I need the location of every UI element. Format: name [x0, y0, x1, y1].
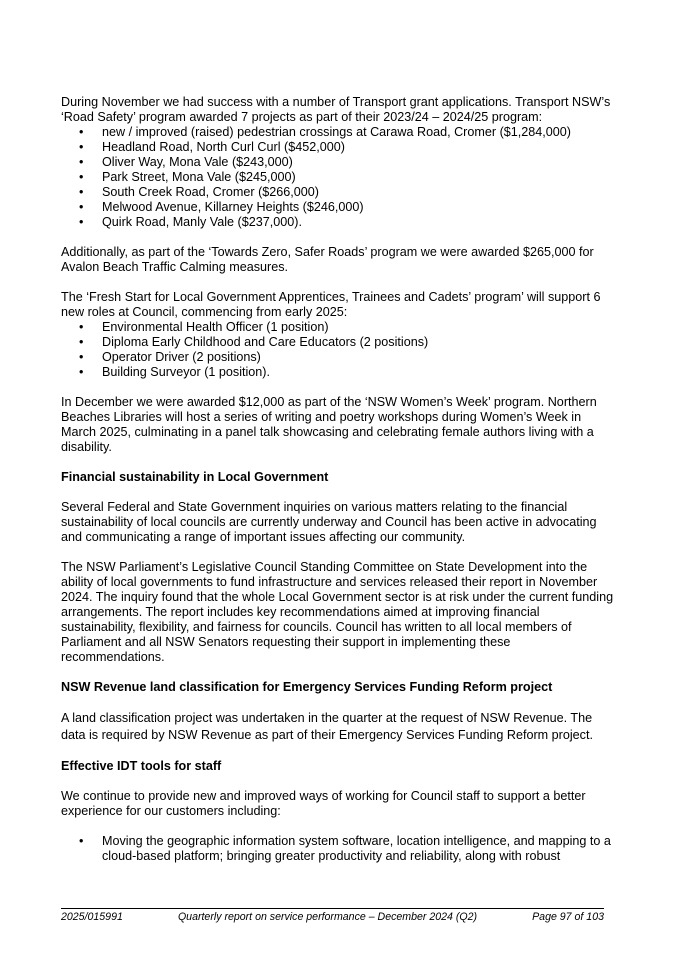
financial-paragraph-2: The NSW Parliament’s Legislative Council Standing Committee on State Development into the ability of local governments to fund infrastructure and services released their report in November 2024. The inquiry found that the whole Local Government sector is at risk under the current funding arrangements. The report includes key recommendations aimed at improving financial sustainability, flexibility, and fairness for councils. Council has written to all local members of Parliament and all NSW Senators requesting their support in implementing these recommendations. — [61, 560, 614, 664]
towards-zero-paragraph: Additionally, as part of the ‘Towards Zero, Safer Roads’ program we were awarded $265,000 for Avalon Beach Traffic Calming measures. — [61, 245, 594, 274]
idt-paragraph: We continue to provide new and improved ways of working for Council staff to support a better experience for our customers including: — [61, 789, 586, 818]
document-reference: 2025/015991 — [61, 911, 123, 923]
page-content — [61, 95, 615, 864]
financial-paragraph-1: Several Federal and State Government inquiries on various matters relating to the financial sustainability of local councils are currently underway and Council has been active in advocating and communicating a range of important issues affecting our community. — [61, 500, 597, 544]
idt-list — [61, 834, 615, 864]
list-item: • Diploma Early Childhood and Care Educators (2 positions) — [61, 335, 615, 350]
fresh-start-intro: The ‘Fresh Start for Local Government Apprentices, Trainees and Cadets’ program’ will support 6 new roles at Council, commencing from early 2025: — [61, 290, 601, 319]
list-item: • South Creek Road, Cromer ($266,000) — [61, 185, 615, 200]
revenue-heading: NSW Revenue land classification for Emergency Services Funding Reform project — [61, 680, 553, 694]
idt-heading: Effective IDT tools for staff — [61, 759, 222, 773]
report-title: Quarterly report on service performance – December 2024 (Q2) — [177, 911, 478, 923]
womens-week-paragraph: In December we were awarded $12,000 as part of the ‘NSW Women’s Week’ program. Northern Beaches Libraries will host a series of writing and poetry workshops during Women’s Week in March 2025, culminating in a panel talk showcasing and celebrating female authors living with a disability. — [61, 395, 597, 454]
list-item: • Headland Road, North Curl Curl ($452,000) — [61, 140, 615, 155]
page-number: Page 97 of 103 — [532, 911, 604, 923]
list-item: • Operator Driver (2 positions) — [61, 350, 615, 365]
list-item: • Environmental Health Officer (1 position) — [61, 320, 615, 335]
list-item: • new / improved (raised) pedestrian crossings at Carawa Road, Cromer ($1,284,000) — [61, 125, 615, 140]
page-footer — [61, 908, 604, 924]
revenue-paragraph: A land classification project was undertaken in the quarter at the request of NSW Revenue. The data is required by NSW Revenue as part of their Emergency Services Funding Reform project. — [61, 711, 593, 742]
road-safety-list — [61, 125, 615, 230]
list-item: • Oliver Way, Mona Vale ($243,000) — [61, 155, 615, 170]
fresh-start-list — [61, 320, 615, 380]
list-item: • Quirk Road, Manly Vale ($237,000). — [61, 215, 615, 230]
transport-intro: During November we had success with a number of Transport grant applications. Transport NSW’s ‘Road Safety’ program awarded 7 projects as part of their 2023/24 – 2024/25 program: — [61, 95, 611, 124]
list-item: • Moving the geographic information system software, location intelligence, and mapping to a cloud-based platform; bringing greater productivity and reliability, along with robust — [61, 834, 615, 864]
list-item: • Park Street, Mona Vale ($245,000) — [61, 170, 615, 185]
list-item: • Building Surveyor (1 position). — [61, 365, 615, 380]
list-item: • Melwood Avenue, Killarney Heights ($246,000) — [61, 200, 615, 215]
financial-heading: Financial sustainability in Local Government — [61, 470, 329, 484]
